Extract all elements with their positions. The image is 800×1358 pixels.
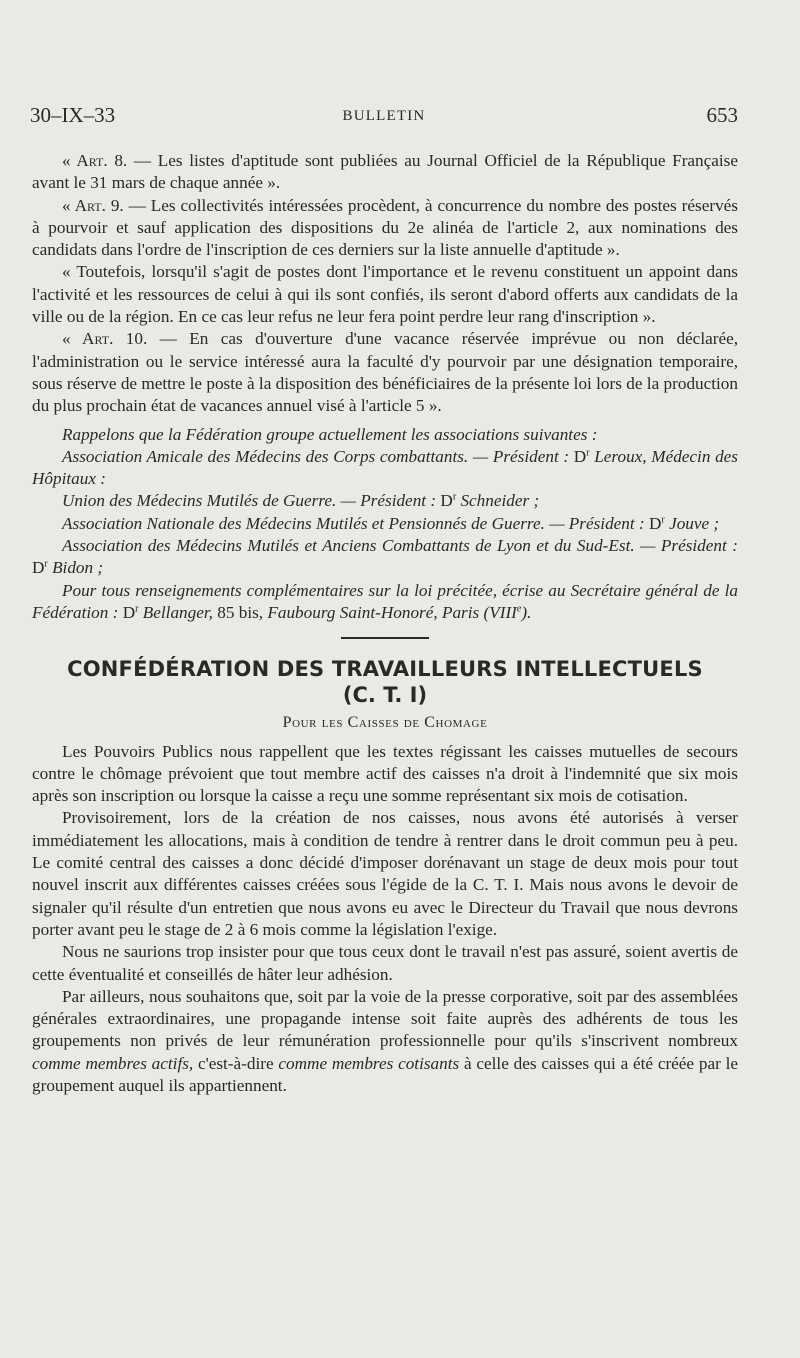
article-label: « Art. 9. [62, 195, 124, 215]
article-10 [32, 328, 738, 417]
article-text: — Les listes d'aptitude sont publiées au Journal Officiel de la République Française avant le 31 mars de chaque année ». [32, 151, 738, 193]
paragraph: Provisoirement, lors de la création de nos caisses, nous avons été autorisés à verser immédiatement les allocations, mais à condition de tendre à rentrer dans le droit commun peu à peu. Le comité central des caisses a donc décidé d'imposer dorénavant un stage de deux mois pour tout nouvel inscrit aux différentes caisses créées sous l'égide de la C. T. I. Mais nous avons le devoir de signaler qu'il résulte d'un entretien que nous avons eu avec le Directeur du Travail que nous devrons porter avant peu le stage de 2 à 6 mois comme la législation l'exige. [32, 808, 738, 939]
article-8 [32, 150, 738, 195]
page-body [32, 150, 738, 1097]
section-subheading: Pour les Caisses de Chomage [282, 714, 488, 732]
association-entry: Association des Médecins Mutilés et Anciens Combattants de Lyon et du Sud-Est. — Président : $D^r$ Bidon ; [32, 536, 738, 578]
section-abbreviation: (C. T. I) [342, 683, 428, 708]
paragraph: Les Pouvoirs Publics nous rappellent que les textes régissant les caisses mutuelles de secours contre le chômage prévoient que tout membre actif des caisses n'a droit à l'indemnité que six mois après son inscription ou lorsque la caisse a reçu une somme représentant six mois de cotisation. [32, 741, 738, 806]
article-text: « Toutefois, lorsqu'il s'agit de postes dont l'importance et le revenu constituent un appoint dans l'activité et les ressources de celui à qui ils sont confiés, ils seront d'abord offerts aux candidats de la ville ou de la région. En ce cas leur refus ne leur fera point perdre leur rang d'inscription ». [32, 262, 738, 327]
federation-contact: Pour tous renseignements complémentaires sur la loi précitée, écrise au Secrétaire général de la Fédération : $D^r$ Bellanger, 85 bis, Faubourg Saint-Honoré, Paris (VIIIe). [32, 580, 738, 622]
association-entry: Association Nationale des Médecins Mutilés et Pensionnés de Guerre. — Président : $D^r$ Jouve ; [62, 513, 720, 533]
page-number: 653 [706, 103, 738, 127]
section-title: CONFÉDÉRATION DES TRAVAILLEURS INTELLECTUELS [67, 657, 703, 682]
article-9 [32, 195, 738, 262]
association-entry: Union des Médecins Mutilés de Guerre. — Président : $D^r$ Schneider ; [62, 491, 540, 511]
paragraph: Nous ne saurions trop insister pour que tous ceux dont le travail n'est pas assuré, soient avertis de cette éventualité et conseillés de hâter leur adhésion. [32, 942, 738, 984]
article-label: « Art. 8. [62, 151, 128, 170]
federation-intro: Rappelons que la Fédération groupe actuellement les associations suivantes : [62, 424, 598, 444]
article-text: — En cas d'ouverture d'une vacance réservée imprévue ou non déclarée, l'administration ou le service intéressé aura la faculté d'y pourvoir par une désignation temporaire, sous réserve de mettre le poste à la disposition des bénéficiaires de la présente loi lors de la production du plus prochain état de vacances annuel visé à l'article 5 ». [32, 329, 738, 416]
running-head [30, 103, 738, 133]
article-label: « Art. 10. [62, 329, 148, 349]
bulletin-title: BULLETIN [342, 108, 426, 124]
association-entry: Association Amicale des Médecins des Corps combattants. — Président : $D^r$ Leroux, Médecin des Hôpitaux : [32, 446, 738, 489]
article-9-continuation [32, 261, 738, 328]
article-text: — Les collectivités intéressées procèdent, à concurrence du nombre des postes réservés à pourvoir et sauf application des dispositions du 2e alinéa de l'article 2, aux nominations des candidats dans l'ordre de l'inscription de ces derniers sur la liste annuelle d'aptitude ». [32, 195, 738, 260]
issue-date: 30–IX–33 [30, 103, 116, 127]
paragraph-final: Par ailleurs, nous souhaitons que, soit par la voie de la presse corporative, soit par des assemblées générales extraordinaires, une propagande intense soit faite auprès des adhérents de tous les groupements non privés de leur rémunération professionnelle pour qu'ils s'inscrivent nombreux comme membres actifs, c'est-à-dire comme membres cotisants à celle des caisses qui a été créée par le groupement auquel ils appartiennent. [32, 986, 738, 1095]
section-divider [341, 637, 429, 639]
